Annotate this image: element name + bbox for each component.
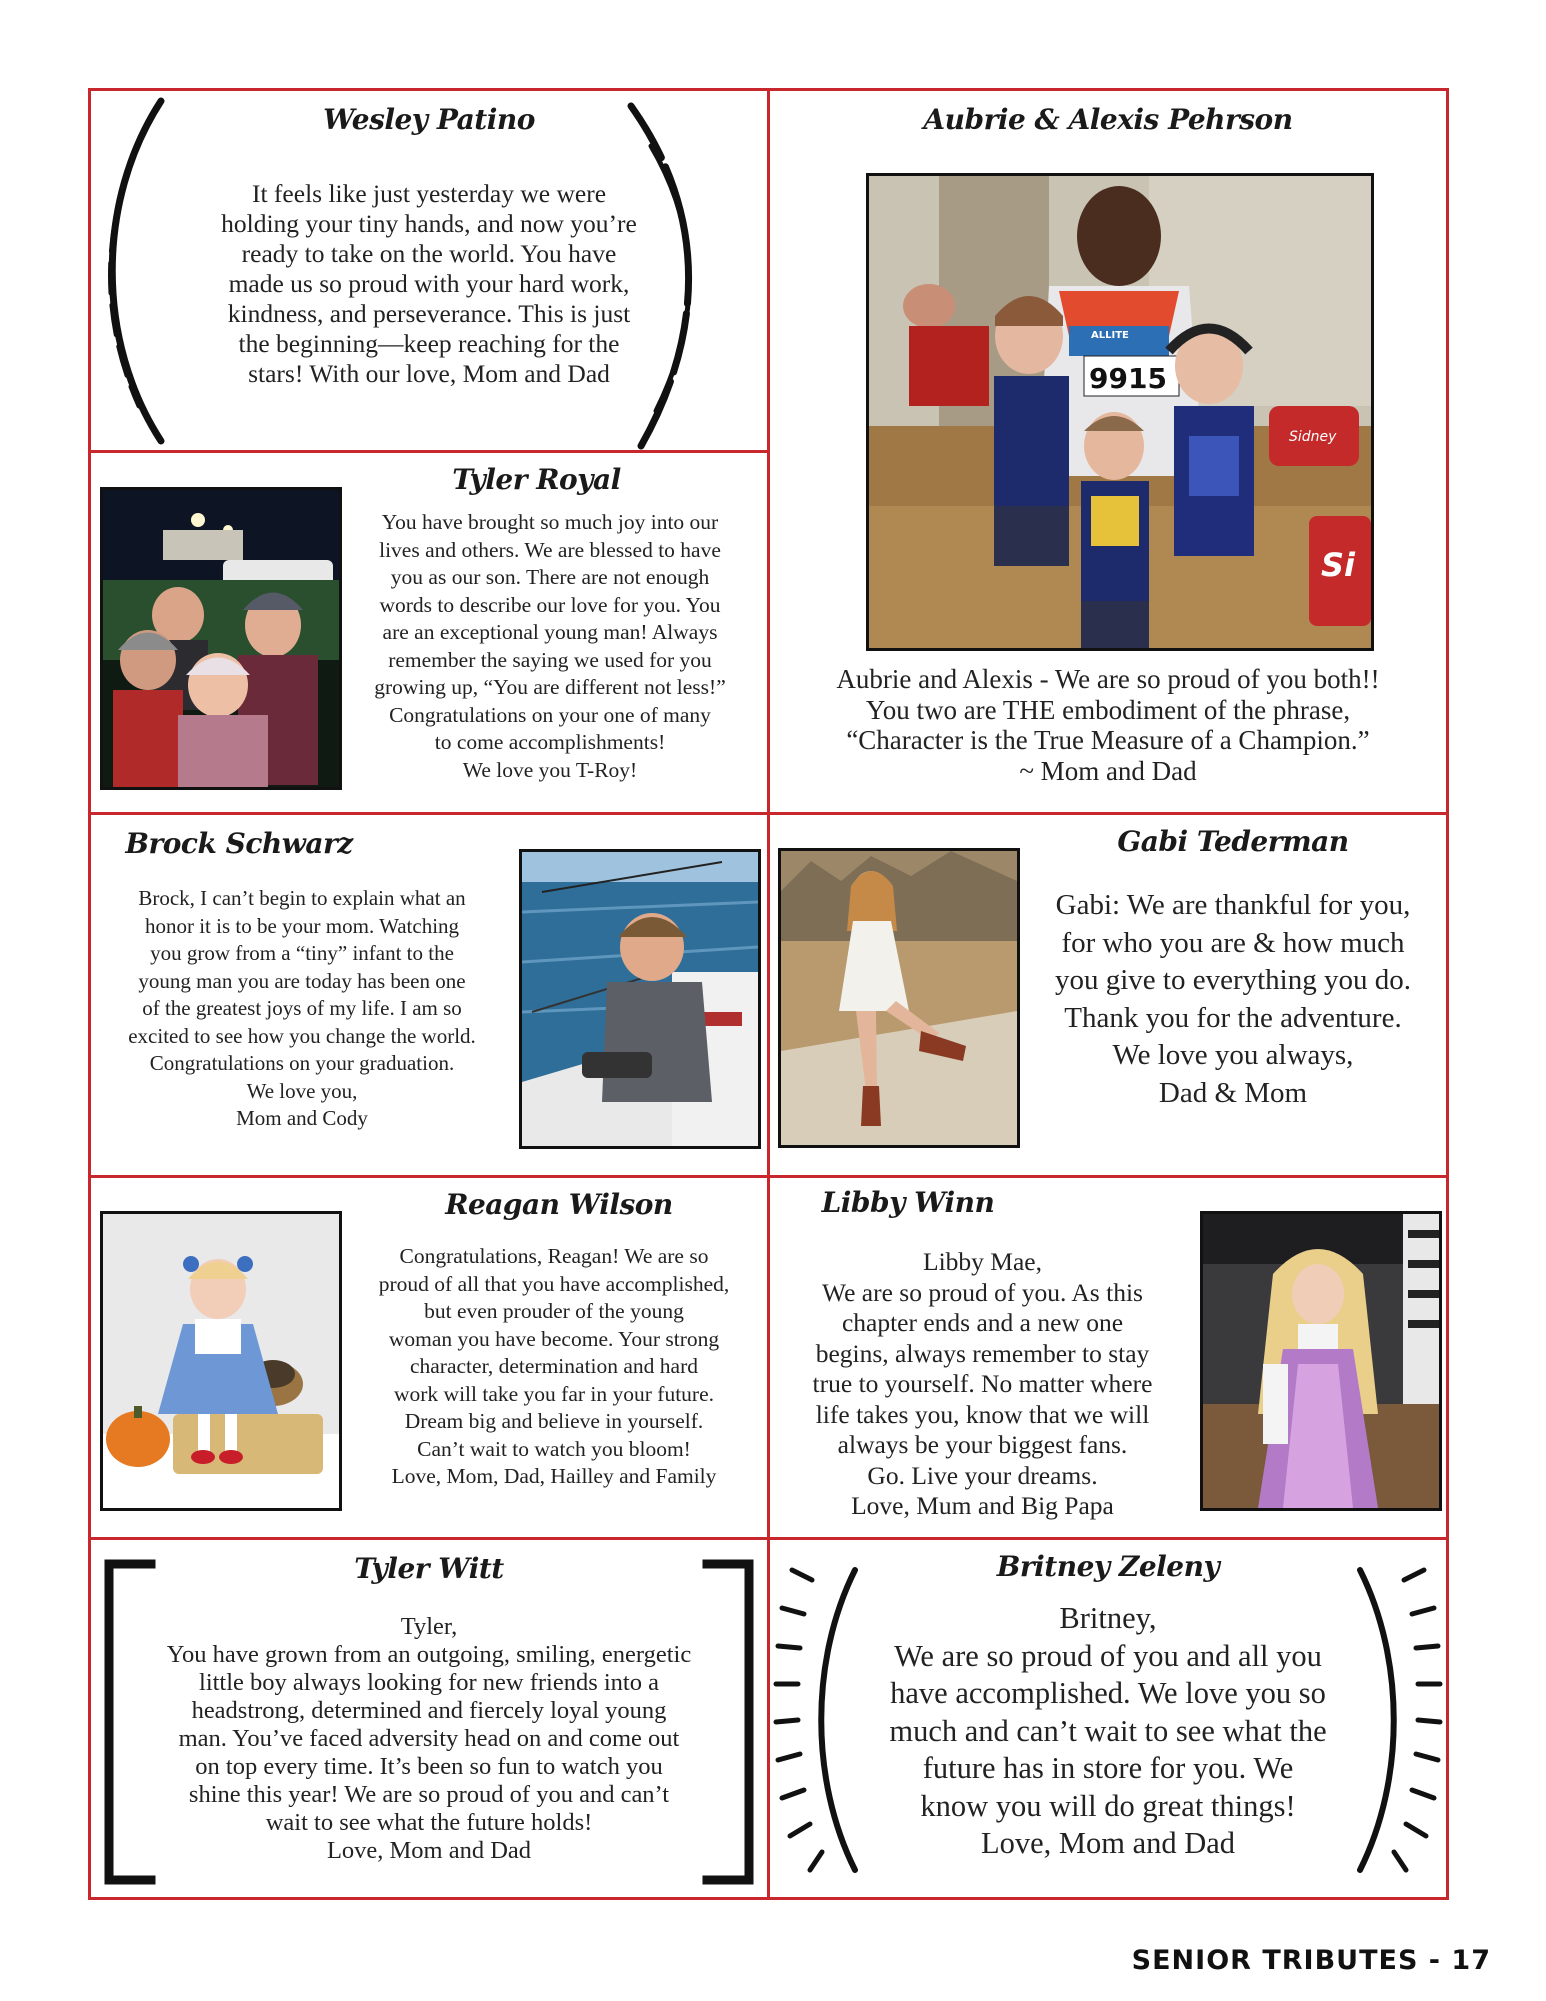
- tribute-libby-winn: [767, 1175, 1449, 1540]
- bib-brand-text: ALLITE: [1091, 330, 1129, 341]
- tribute-message: Congratulations, Reagan! We are so proud of all that you have accomplished, but even prouder of the young woman you have become. Your strong character, determination and hard work will take you far in your future. Dream big and believe in yourself. Can’t wait to watch you bloom! Love, Mom, Dad, Hailley and Family: [378, 1244, 730, 1488]
- tribute-name: Britney Zeleny: [996, 1550, 1220, 1583]
- girl-dancing-photo: [778, 848, 1020, 1148]
- tribute-name: Wesley Patino: [323, 103, 535, 136]
- family-selfie-photo: [100, 487, 342, 790]
- tribute-name: Tyler Royal: [452, 463, 621, 496]
- tribute-britney-zeleny: [767, 1537, 1449, 1900]
- tribute-tyler-royal: [88, 450, 770, 815]
- tribute-message: You have brought so much joy into our lives and others. We are blessed to have you as our son. There are not enough words to describe our love for you. You are an exceptional young man! Always remember the saying we used for you growing up, “You are different not less!” Congratulations on your one of many to come accomplishments! We love you T-Roy!: [374, 510, 726, 782]
- tribute-name: Aubrie & Alexis Pehrson: [923, 103, 1293, 136]
- tribute-brock-schwarz: [88, 812, 770, 1178]
- tribute-gabi-tederman: [767, 812, 1449, 1178]
- fishing-boat-photo: [519, 849, 761, 1149]
- tribute-message: Aubrie and Alexis - We are so proud of you both!! You two are THE embodiment of the phrase, “Character is the True Measure of a Champion.” ~ Mom and Dad: [836, 664, 1380, 786]
- sign-text: Si: [1321, 546, 1356, 584]
- tribute-message: Gabi: We are thankful for you, for who you are & how much you give to everything you do. Thank you for the adventure. We love you always, Dad & Mom: [1054, 889, 1411, 1109]
- tribute-message: It feels like just yesterday we were holding your tiny hands, and now you’re ready to take on the world. You have made us so proud with your hard work, kindness, and perseverance. This is just the beginning—keep reaching for the stars! With our love, Mom and Dad: [221, 179, 637, 388]
- tribute-message: Brock, I can’t begin to explain what an honor it is to be your mom. Watching you grow from a “tiny” infant to the young man you are today has been one of the greatest joys of my life. I am so excited to see how you change the world. Congratulations on your graduation. We love you, Mom and Cody: [128, 886, 476, 1130]
- tribute-message: Tyler, You have grown from an outgoing, smiling, energetic little boy always looking for new friends into a headstrong, determined and fiercely loyal young man. You’ve faced adversity head on and come out on top every time. It’s been so fun to watch you shine this year! We are so proud of you and can’t wait to see what the future holds! Love, Mom and Dad: [166, 1613, 692, 1864]
- bib-number-text: 9915: [1089, 362, 1167, 395]
- tribute-reagan-wilson: [88, 1175, 770, 1540]
- tribute-name: Tyler Witt: [354, 1552, 504, 1585]
- toddler-costume-photo: [100, 1211, 342, 1511]
- tribute-wesley-patino: [88, 88, 770, 453]
- tribute-tyler-witt: [88, 1537, 770, 1900]
- tribute-name: Gabi Tederman: [1117, 825, 1349, 858]
- tribute-message: Libby Mae, We are so proud of you. As this chapter ends and a new one begins, always remember to stay true to yourself. No matter where life takes you, know that we will always be your biggest fans. Go. Live your dreams. Love, Mum and Big Papa: [812, 1247, 1153, 1520]
- tribute-name: Reagan Wilson: [445, 1188, 673, 1221]
- page-footer: SENIOR TRIBUTES - 17: [1131, 1945, 1491, 1976]
- princess-costume-photo: [1200, 1211, 1442, 1511]
- tribute-name: Libby Winn: [821, 1186, 995, 1219]
- tribute-name: Brock Schwarz: [125, 827, 353, 860]
- wrestling-family-photo: [866, 173, 1374, 651]
- chair-text: Sidney: [1289, 429, 1337, 445]
- tribute-aubrie-alexis-pehrson: [767, 88, 1449, 815]
- tribute-message: Britney, We are so proud of you and all you have accomplished. We love you so much and can’t wait to see what the future has in store for you. We know you will do great things! Love, Mom and Dad: [889, 1601, 1327, 1860]
